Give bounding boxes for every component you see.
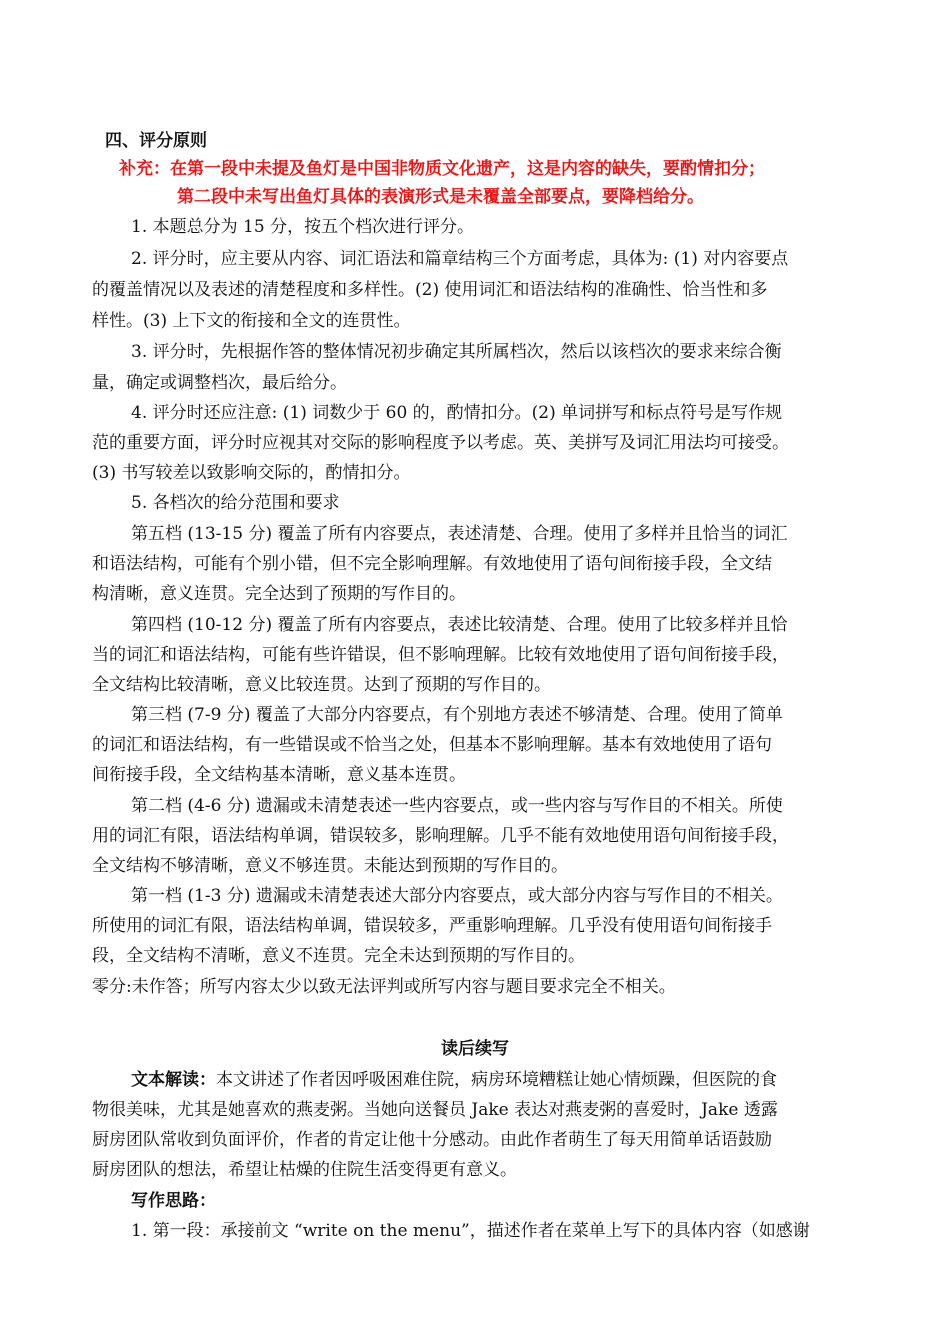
grade-5-line-2: 和语法结构，可能有个别小错，但不完全影响理解。有效地使用了语句间衔接手段，全文结 — [92, 554, 772, 574]
supplement-line-2: 第二段中未写出鱼灯具体的表演形式是未覆盖全部要点，要降档给分。 — [177, 187, 704, 207]
grade-5-line-3: 构清晰，意义连贯。完全达到了预期的写作目的。 — [92, 584, 466, 604]
grade-5-line-1: 第五档 (13-15 分) 覆盖了所有内容要点，表述清楚、合理。使用了多样并且恰当的词汇 — [131, 524, 788, 544]
reading-line-3: 厨房团队常收到负面评价，作者的肯定让他十分感动。由此作者萌生了每天用简单话语鼓励 — [92, 1130, 772, 1150]
rule-1: 1. 本题总分为 15 分，按五个档次进行评分。 — [131, 217, 475, 237]
rule-3-line-1: 3. 评分时，先根据作答的整体情况初步确定其所属档次，然后以该档次的要求来综合衡 — [131, 342, 782, 362]
grade-0: 零分:未作答；所写内容太少以致无法评判或所写内容与题目要求完全不相关。 — [92, 977, 676, 997]
writing-line-1: 1. 第一段：承接前文 “write on the menu”，描述作者在菜单上写下的具体内容（如感谢 — [131, 1221, 810, 1241]
rule-3-line-2: 量，确定或调整档次，最后给分。 — [92, 373, 347, 393]
rule-4-line-1: 4. 评分时还应注意: (1) 词数少于 60 的，酌情扣分。(2) 单词拼写和标点符号是写作规 — [131, 403, 783, 423]
reading-line-1 — [131, 1068, 777, 1092]
grade-4-line-2: 当的词汇和语法结构，可能有些许错误，但不影响理解。比较有效地使用了语句间衔接手段， — [92, 645, 789, 665]
supplement-line-1: 补充：在第一段中未提及鱼灯是中国非物质文化遗产，这是内容的缺失，要酌情扣分； — [119, 159, 765, 179]
rule-2-line-3: 样性。(3) 上下文的衔接和全文的连贯性。 — [92, 311, 411, 331]
grade-4-line-1: 第四档 (10-12 分) 覆盖了所有内容要点，表述比较清楚、合理。使用了比较多样并且恰 — [131, 615, 788, 635]
rule-4-line-2: 范的重要方面，评分时应视其对交际的影响程度予以考虑。英、美拼写及词汇用法均可接受。 — [92, 433, 789, 453]
rule-2-line-2: 的覆盖情况以及表述的清楚程度和多样性。(2) 使用词汇和语法结构的准确性、恰当性和多 — [92, 280, 768, 300]
reading-line-2: 物很美味，尤其是她喜欢的燕麦粥。当她向送餐员 Jake 表达对燕麦粥的喜爱时，Jake 透露 — [92, 1100, 778, 1120]
reading-text-1: 本文讲述了作者因呼吸困难住院，病房环境糟糕让她心情烦躁，但医院的食 — [216, 1070, 777, 1090]
writing-label: 写作思路： — [131, 1191, 216, 1211]
grade-2-line-1: 第二档 (4-6 分) 遗漏或未清楚表述一些内容要点，或一些内容与写作目的不相关。所使 — [131, 796, 783, 816]
section-heading: 四、评分原则 — [105, 131, 207, 151]
grade-1-line-3: 段，全文结构不清晰，意义不连贯。完全未达到预期的写作目的。 — [92, 946, 585, 966]
grade-3-line-3: 间衔接手段，全文结构基本清晰，意义基本连贯。 — [92, 765, 466, 785]
grade-3-line-2: 的词汇和语法结构，有一些错误或不恰当之处，但基本不影响理解。基本有效地使用了语句 — [92, 735, 772, 755]
grade-1-line-1: 第一档 (1-3 分) 遗漏或未清楚表述大部分内容要点，或大部分内容与写作目的不相关。 — [131, 886, 783, 906]
grade-3-line-1: 第三档 (7-9 分) 覆盖了大部分内容要点，有个别地方表述不够清楚、合理。使用了简单 — [131, 705, 783, 725]
grade-2-line-3: 全文结构不够清晰，意义不够连贯。未能达到预期的写作目的。 — [92, 856, 568, 876]
rule-2-line-1: 2. 评分时，应主要从内容、词汇语法和篇章结构三个方面考虑，具体为: (1) 对内容要点 — [131, 249, 789, 269]
rule-4-line-3: (3) 书写较差以致影响交际的，酌情扣分。 — [92, 463, 411, 483]
grade-2-line-2: 用的词汇有限，语法结构单调，错误较多，影响理解。几乎不能有效地使用语句间衔接手段， — [92, 826, 789, 846]
rule-5: 5. 各档次的给分范围和要求 — [131, 493, 340, 513]
reading-line-4: 厨房团队的想法，希望让枯燥的住院生活变得更有意义。 — [92, 1160, 517, 1180]
grade-1-line-2: 所使用的词汇有限，语法结构单调，错误较多，严重影响理解。几乎没有使用语句间衔接手 — [92, 916, 772, 936]
continuation-title: 读后续写 — [441, 1039, 509, 1059]
grade-4-line-3: 全文结构比较清晰，意义比较连贯。达到了预期的写作目的。 — [92, 675, 551, 695]
reading-label: 文本解读： — [131, 1070, 216, 1090]
